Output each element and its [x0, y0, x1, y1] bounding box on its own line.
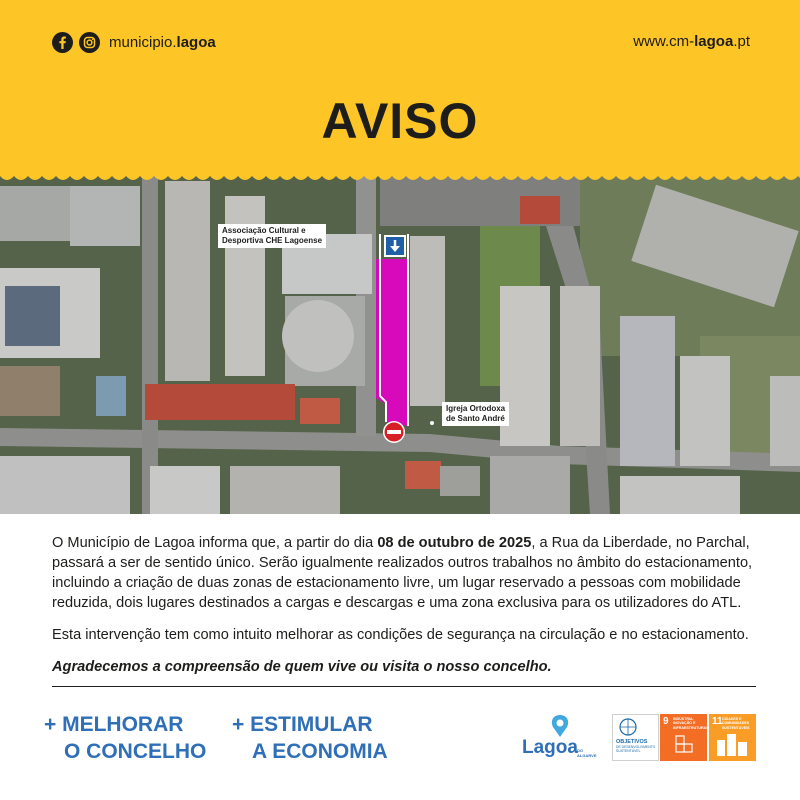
- map-label-association: Associação Cultural e Desportiva CHE Lagoense: [218, 224, 326, 248]
- map-label-church: Igreja Ortodoxa de Santo André: [442, 402, 509, 426]
- aerial-map-image: [0, 176, 800, 514]
- paragraph-closing: Agradecemos a compreensão de quem vive ou visita o nosso concelho.: [52, 659, 552, 675]
- notice-text: [52, 533, 756, 689]
- wave-edge: [0, 170, 800, 184]
- logo-wordmark: Lagoa: [522, 737, 578, 758]
- city-buildings-icon: [709, 714, 756, 761]
- infrastructure-cubes-icon: [660, 714, 707, 761]
- no-entry-sign-icon: [383, 421, 405, 443]
- social-links: [52, 31, 216, 53]
- ods-goal-9: 9 INDÚSTRIA, INOVAÇÃO E INFRAESTRUTURAS: [660, 714, 707, 761]
- ods-goal-11: 11 CIDADES E COMUNIDADES SUSTENTÁVEIS: [709, 714, 756, 761]
- slogan-improve: + MELHORAR O CONCELHO: [44, 713, 207, 763]
- paragraph-purpose: Esta intervenção tem como intuito melhorar as condições de segurança na circulação e no estacionamento.: [52, 627, 749, 643]
- one-way-down-arrow-icon: [384, 235, 406, 257]
- social-handle[interactable]: municipio.lagoa: [109, 33, 216, 51]
- ods-logo: OBJETIVOS DE DESENVOLVIMENTO SUSTENTÁVEL: [612, 714, 659, 761]
- facebook-icon[interactable]: [52, 32, 73, 53]
- instagram-icon[interactable]: [79, 32, 100, 53]
- slogan-economy: + ESTIMULAR A ECONOMIA: [232, 713, 388, 763]
- logo-subtitle: DO ALGARVE: [577, 748, 597, 758]
- page-title: AVISO: [321, 93, 479, 149]
- paragraph-main: O Município de Lagoa informa que, a partir do dia 08 de outubro de 2025, a Rua da Liberdade, no Parchal, passará a ser de sentido único. Serão igualmente realizados outros trabalhos no âmbito do estacionamento, incluindo a criação de duas zonas de estacionamento livre, um lugar reservado a pessoas com mobilidade reduzida, dois lugares destinados a cargas e descargas e uma zona exclusiva para os utilizadores do ATL.: [52, 535, 753, 611]
- website-link[interactable]: www.cm-lagoa.pt: [633, 33, 750, 50]
- header-banner: [0, 0, 800, 176]
- un-emblem-icon: [613, 715, 660, 739]
- divider: [52, 686, 756, 687]
- aerial-map: [0, 176, 800, 514]
